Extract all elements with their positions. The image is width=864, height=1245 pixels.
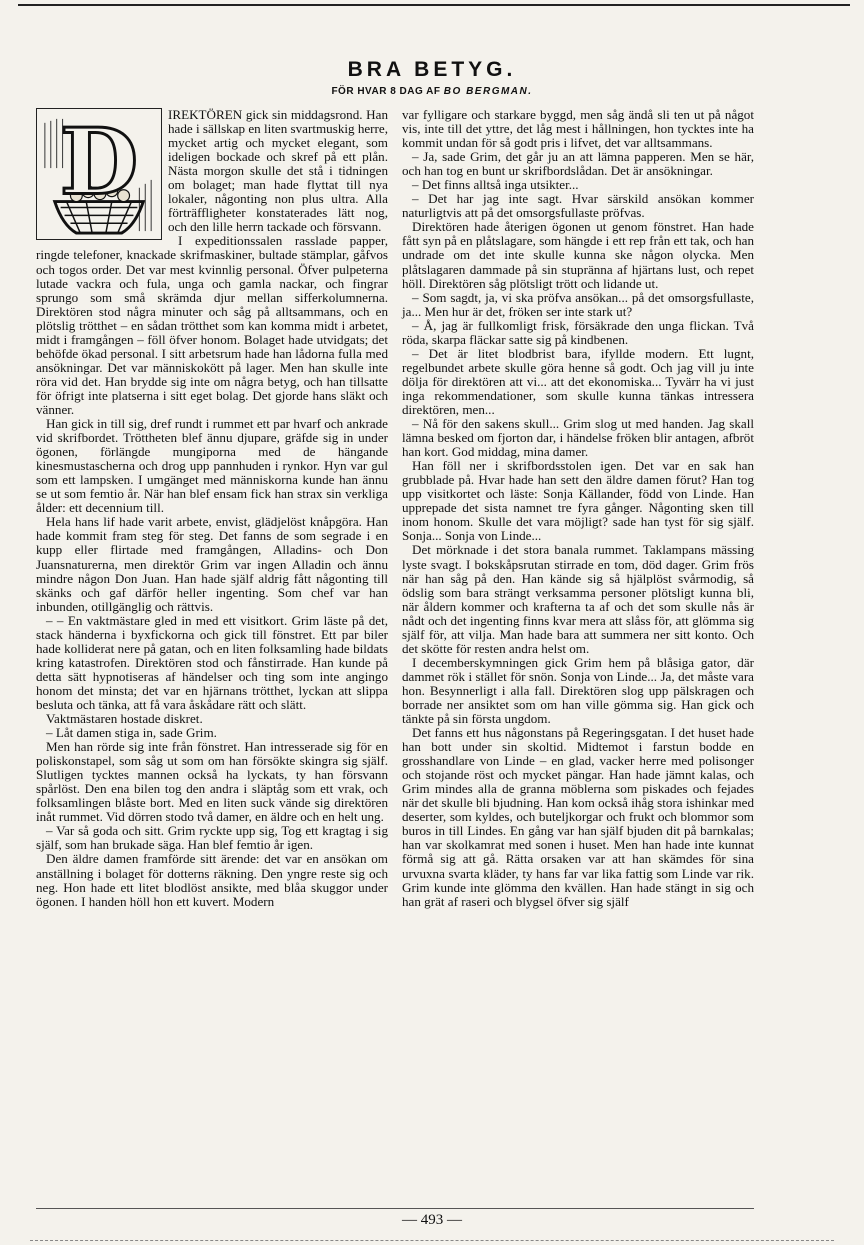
right-paragraph: – Nå för den sakens skull... Grim slog ut med handen. Jag skall lämna besked om fjorton dar, i händelse fröken blir antagen, afbröt han kort. God middag, mina damer. <box>402 416 754 460</box>
right-paragraph: Det mörknade i det stora banala rummet. Taklampans mässing lyste svagt. I bokskåpsrutan stirrade en tom, död dager. Grim frös när han såg på den. Han kände sig så hjälplöst svårmodig, så ödslig som bara strängt verksamma personer plötsligt kunna bli, när åldern kommer och krafterna ta af och det som skulle nås är nådt och det ingenting finns kvar mera att slåss för, att glömma sig själf för, att vilja. Man hade bara att summera ner sitt konto. Och det skötte för resten andra helst om. <box>402 542 754 656</box>
right-paragraph: – Som sagdt, ja, vi ska pröfva ansökan... på det omsorgsfullaste, ja... Men hur är det, fröken ser inte stark ut? <box>402 289 754 319</box>
right-paragraph: Han föll ner i skrifbordsstolen igen. Det var en sak han grubblade på. Hvar hade han sett den äldre damen förut? Han tog upp visitkortet och läste: Sonja Källander, född von Linde. Han upprepade det sista namnet tre fyra gånger. Någonting sken till inom honom. Skulle det vara möjligt? sade han tyst för sig själf. Sonja... Sonja von Linde... <box>402 458 754 544</box>
byline <box>0 86 864 97</box>
right-paragraph: – Det har jag inte sagt. Hvar särskild ansökan kommer naturligtvis att på det omsorgsfullaste pröfvas. <box>402 191 754 221</box>
byline-prefix: FÖR HVAR 8 DAG AF <box>331 86 441 97</box>
left-paragraph: Han gick in till sig, dref rundt i rummet ett par hvarf och ankrade vid skrifbordet. Tröttheten blef ännu djupare, gräfde sig in under ögonen, förlängde mungiporna med de hängande kinesmustascherna och drog upp pannhuden i rynkor. Hyn var gul som ett lampsken. I umgänget med människorna kunde han ännu se ut som femtio år. När han blef ensam fick han strax sin verkliga ålder: ett decennium till. <box>36 416 388 516</box>
right-paragraph: – Ja, sade Grim, det går ju an att lämna papperen. Men se här, och han tog en bunt ur skrifbordslådan. Det är ansökningar. <box>402 149 754 179</box>
dropcap-letter: D <box>59 109 139 216</box>
left-column <box>36 108 388 909</box>
left-paragraph: Vaktmästaren hostade diskret. <box>46 711 203 727</box>
dropcap-svg <box>37 109 161 239</box>
right-paragraph: – Å, jag är fullkomligt frisk, försäkrade den unga flickan. Två röda, skarpa fläckar satte sig på kindbenen. <box>402 317 754 347</box>
dropcap-illustration <box>36 108 162 240</box>
byline-author: BO BERGMAN. <box>443 86 533 97</box>
top-rule <box>18 4 850 6</box>
right-paragraph: – Det finns alltså inga utsikter... <box>412 177 579 193</box>
right-paragraph: I decemberskymningen gick Grim hem på blåsiga gator, där dammet rök i stället för snön. Sonja von Linde... Ja, det måste vara hon. Besynnerligt i alla fall. Direktören slog upp pälskragen och borrade ner ansiktet som om han ville gömma sig. Han gick och tänkte på sin första ungdom. <box>402 654 754 727</box>
article-title: BRA BETYG. <box>347 58 517 81</box>
left-paragraph: Hela hans lif hade varit arbete, envist, glädjelöst knåpgöra. Han hade kommit fram steg för steg. Det fanns de som segrade i en kupp eller flirtade med framgången, Alladins- och Don Juansnaturerna, men direktör Grim var ingen Alladin och ännu mindre någon Don Juan. Han hade själf aldrig fått någonting till skänks och gaf därför heller ingenting. Som chef var han inbunden, otillgänglig och rättvis. <box>36 514 388 614</box>
left-paragraph: – – En vaktmästare gled in med ett visitkort. Grim läste på det, stack händerna i byxfickorna och gick till fönstret. Ett par biler hade kolliderat nere på gatan, och en liten folksamling hade bildats kring katastrofen. Direktören stod och fånstirrade. Han kunde på detta sätt hypnotiseras af händelser och ting som inte angingo honom det minsta; det var en hjärnans trötthet, lyckan att slippa besluta och tänka, att få vara åskådare rätt och slätt. <box>36 612 388 712</box>
left-paragraph: I expeditionssalen rasslade papper, ringde telefoner, knackade skrifmaskiner, bultade stämplar, gåfvos och togos order. Det var mest kvinnlig personal. Öfver pulpeterna lutade vackra och fula, unga och gamla nackar, och fingrar sprungo som små skrämda djur mellan sifferkolumnerna. Direktören stod några minuter och såg på alltsammans, och en plötslig trötthet – en sådan trötthet som kan komma midt i arbetet, midt i framgången – föll öfver honom. Bolaget hade utvidgats; det behöfde ökad personal. I sitt arbetsrum hade han lådorna fulla med ansökningar. Det var människokött på lager. Men han skulle inte röra vid det. Han brydde sig inte om några betyg, och han tillsatte för öfrigt inte platserna i sitt eget bolag. Det gjorde hans släkt och vänner. <box>36 233 388 417</box>
page-number: — 493 — <box>402 1212 462 1228</box>
bottom-rule <box>36 1208 754 1209</box>
right-column <box>402 108 754 909</box>
right-paragraph: – Det är litet blodbrist bara, ifyllde modern. Ett lugnt, regelbundet arbete skulle göra henne så godt. Och jag vill ju inte dölja för direktören att vi... att det ekonomiska... Tyvärr ha vi just inga rekommendationer, som skulle kunna tänkas intressera direktören, men... <box>402 345 754 417</box>
left-paragraph: Men han rörde sig inte från fönstret. Han intresserade sig för en poliskonstapel, som såg ut som om han försökte skingra sig själf. Slutligen tycktes mannen också ha lyckats, ty han försvann spårlöst. Den ena bilen tog den andra i släptåg som ett vrak, och folksamlingen blåste bort. Med en liten suck vände sig direktören inåt rummet. Vid dörren stodo två damer, en äldre och en helt ung. <box>36 739 388 825</box>
first-paragraph: IREKTÖREN gick sin middagsrond. Han hade i sällskap en liten svartmuskig herre, mycket artig och mycket elegant, som ideligen bockade och skref på ett plån. Nästa morgon skulle det stå i tidningen om bolaget; man hade flyttat till nya lokaler, någonting non plus ultra. Alla förträffligheter konstaterades lätt nog, och den lille herrn tackade och försvann. <box>168 107 388 235</box>
right-paragraph: Direktören hade återigen ögonen ut genom fönstret. Han hade fått syn på en plåtslagare, som hängde i ett rep från ett tak, och han undrade om det inte skulle kunna ske någon olycka. Men plåtslagaren dammade på sin stupränna af hjärtans lust, och repet höll. Direktören såg plötsligt trött och lidande ut. <box>402 219 754 291</box>
right-paragraph: var fylligare och starkare byggd, men såg ändå sli ten ut på något vis, inte till det yttre, det låg mest i hållningen, hon tycktes inte ha kommit undan för så godt pris i lifvet, det var alltsammans. <box>402 107 754 151</box>
right-paragraph: Det fanns ett hus någonstans på Regeringsgatan. I det huset hade han bott under sin skoltid. Midtemot i farstun bodde en grosshandlare von Linde – en glad, vacker herre med polisonger och stojande röst och mycket pängar. Han hade jämnt kalas, och Grim mindes alla de granna möblerna som piskades och fejades när det skulle bli bjudning. Han kom också ihåg stora ishinkar med deserter, som kyldes, och buteljkorgar och frukt och blommor som buros in till Lindes. En gång var han själf bjuden dit på barnkalas; han var skolkamrat med sonen i huset. Men han hade inte kunnat förmå sig att gå. Rätta orsaken var att han skämdes för sina urvuxna svarta kläder, ty hans far var lika fattig som Linde var rik. Grim kunde inte glömma den kvällen. Han hade stängt in sig och han grät af raseri och blygsel öfver sig själf <box>402 725 754 909</box>
left-paragraph: – Låt damen stiga in, sade Grim. <box>46 725 217 741</box>
scan-edge <box>30 1240 834 1241</box>
left-paragraph: – Var så goda och sitt. Grim ryckte upp sig, Tog ett kragtag i sig själf, som han brukade säga. Han blef femtio år igen. <box>36 823 388 853</box>
left-paragraph: Den äldre damen framförde sitt ärende: det var en ansökan om anställning i bolaget för dotterns räkning. Den yngre reste sig och neg. Hon hade ett litet blodlöst ansikte, med blåa skuggor under ögonen. I handen höll hon ett kuvert. Modern <box>36 851 388 909</box>
